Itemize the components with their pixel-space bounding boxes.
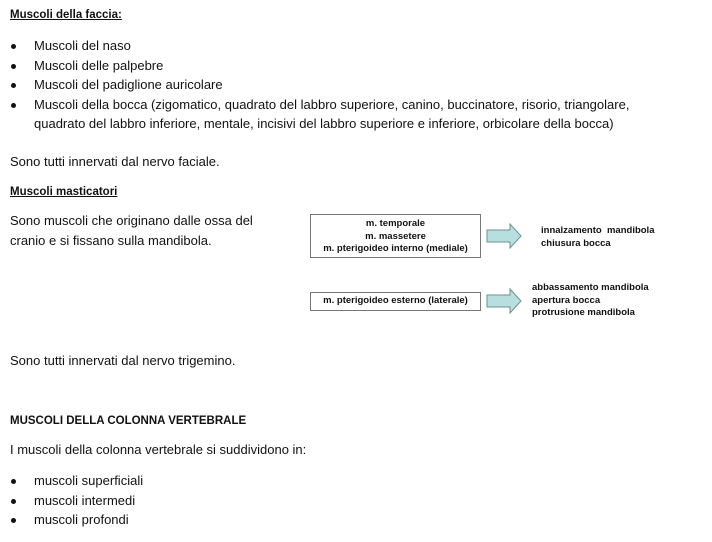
action-label: innalzamento mandibola [541, 225, 655, 236]
depressor-actions [532, 282, 649, 320]
face-muscles-list [10, 36, 654, 134]
bullet-icon [11, 64, 16, 69]
list-item-text: muscoli superficiali [34, 473, 144, 488]
list-item [10, 491, 143, 511]
bullet-icon [11, 103, 16, 108]
list-item [10, 471, 143, 491]
list-item [10, 510, 143, 530]
bullet-icon [11, 44, 16, 49]
section-heading-spine: MUSCOLI DELLA COLONNA VERTEBRALE [10, 415, 247, 427]
list-item [10, 75, 654, 95]
list-item-text: muscoli intermedi [34, 492, 136, 508]
list-item [10, 56, 654, 76]
depressor-muscle-box [310, 292, 481, 311]
bullet-icon [11, 479, 16, 484]
section-heading-face: Muscoli della faccia: [10, 9, 122, 21]
bullet-icon [11, 499, 16, 504]
list-item-text: Muscoli della bocca (zigomatico, quadrato del labbro superiore, canino, buccinatore, risorio, triangolare, quadrato del labbro inferiore, mentale, incisivi del labbro superiore e inferiore, orbicolare della bocca) [34, 96, 630, 131]
right-arrow-icon [486, 288, 522, 314]
list-item-text: Muscoli del padiglione auricolare [34, 77, 223, 92]
list-item [10, 95, 654, 134]
masticatory-innervation-note: Sono tutti innervati dal nervo trigemino. [10, 353, 236, 368]
spine-intro: I muscoli della colonna vertebrale si suddividono in: [10, 442, 307, 457]
elevator-muscles-box [310, 214, 481, 258]
list-item-text: muscoli profondi [34, 512, 129, 527]
action-label: abbassamento mandibola [532, 282, 649, 293]
right-arrow-icon [486, 223, 522, 249]
action-label: apertura bocca [532, 294, 601, 306]
muscle-label: m. pterigoideo interno (mediale) [323, 243, 468, 254]
list-item [10, 36, 654, 56]
spine-muscles-list [10, 471, 143, 530]
bullet-icon [11, 83, 16, 88]
elevator-actions [541, 225, 655, 250]
section-heading-masticatory: Muscoli masticatori [10, 186, 118, 198]
bullet-icon [11, 518, 16, 523]
list-item-text: Muscoli del naso [34, 38, 131, 53]
muscle-label: m. massetere [365, 230, 426, 242]
action-label: protrusione mandibola [532, 307, 635, 318]
muscle-label: m. pterigoideo esterno (laterale) [323, 295, 468, 306]
action-label: chiusura bocca [541, 237, 611, 249]
muscle-label: m. temporale [365, 218, 426, 229]
masticatory-intro-line1: Sono muscoli che originano dalle ossa del [10, 213, 253, 228]
face-innervation-note: Sono tutti innervati dal nervo faciale. [10, 154, 220, 169]
list-item-text: Muscoli delle palpebre [34, 57, 164, 73]
masticatory-intro-line2: cranio e si fissano sulla mandibola. [10, 233, 212, 248]
